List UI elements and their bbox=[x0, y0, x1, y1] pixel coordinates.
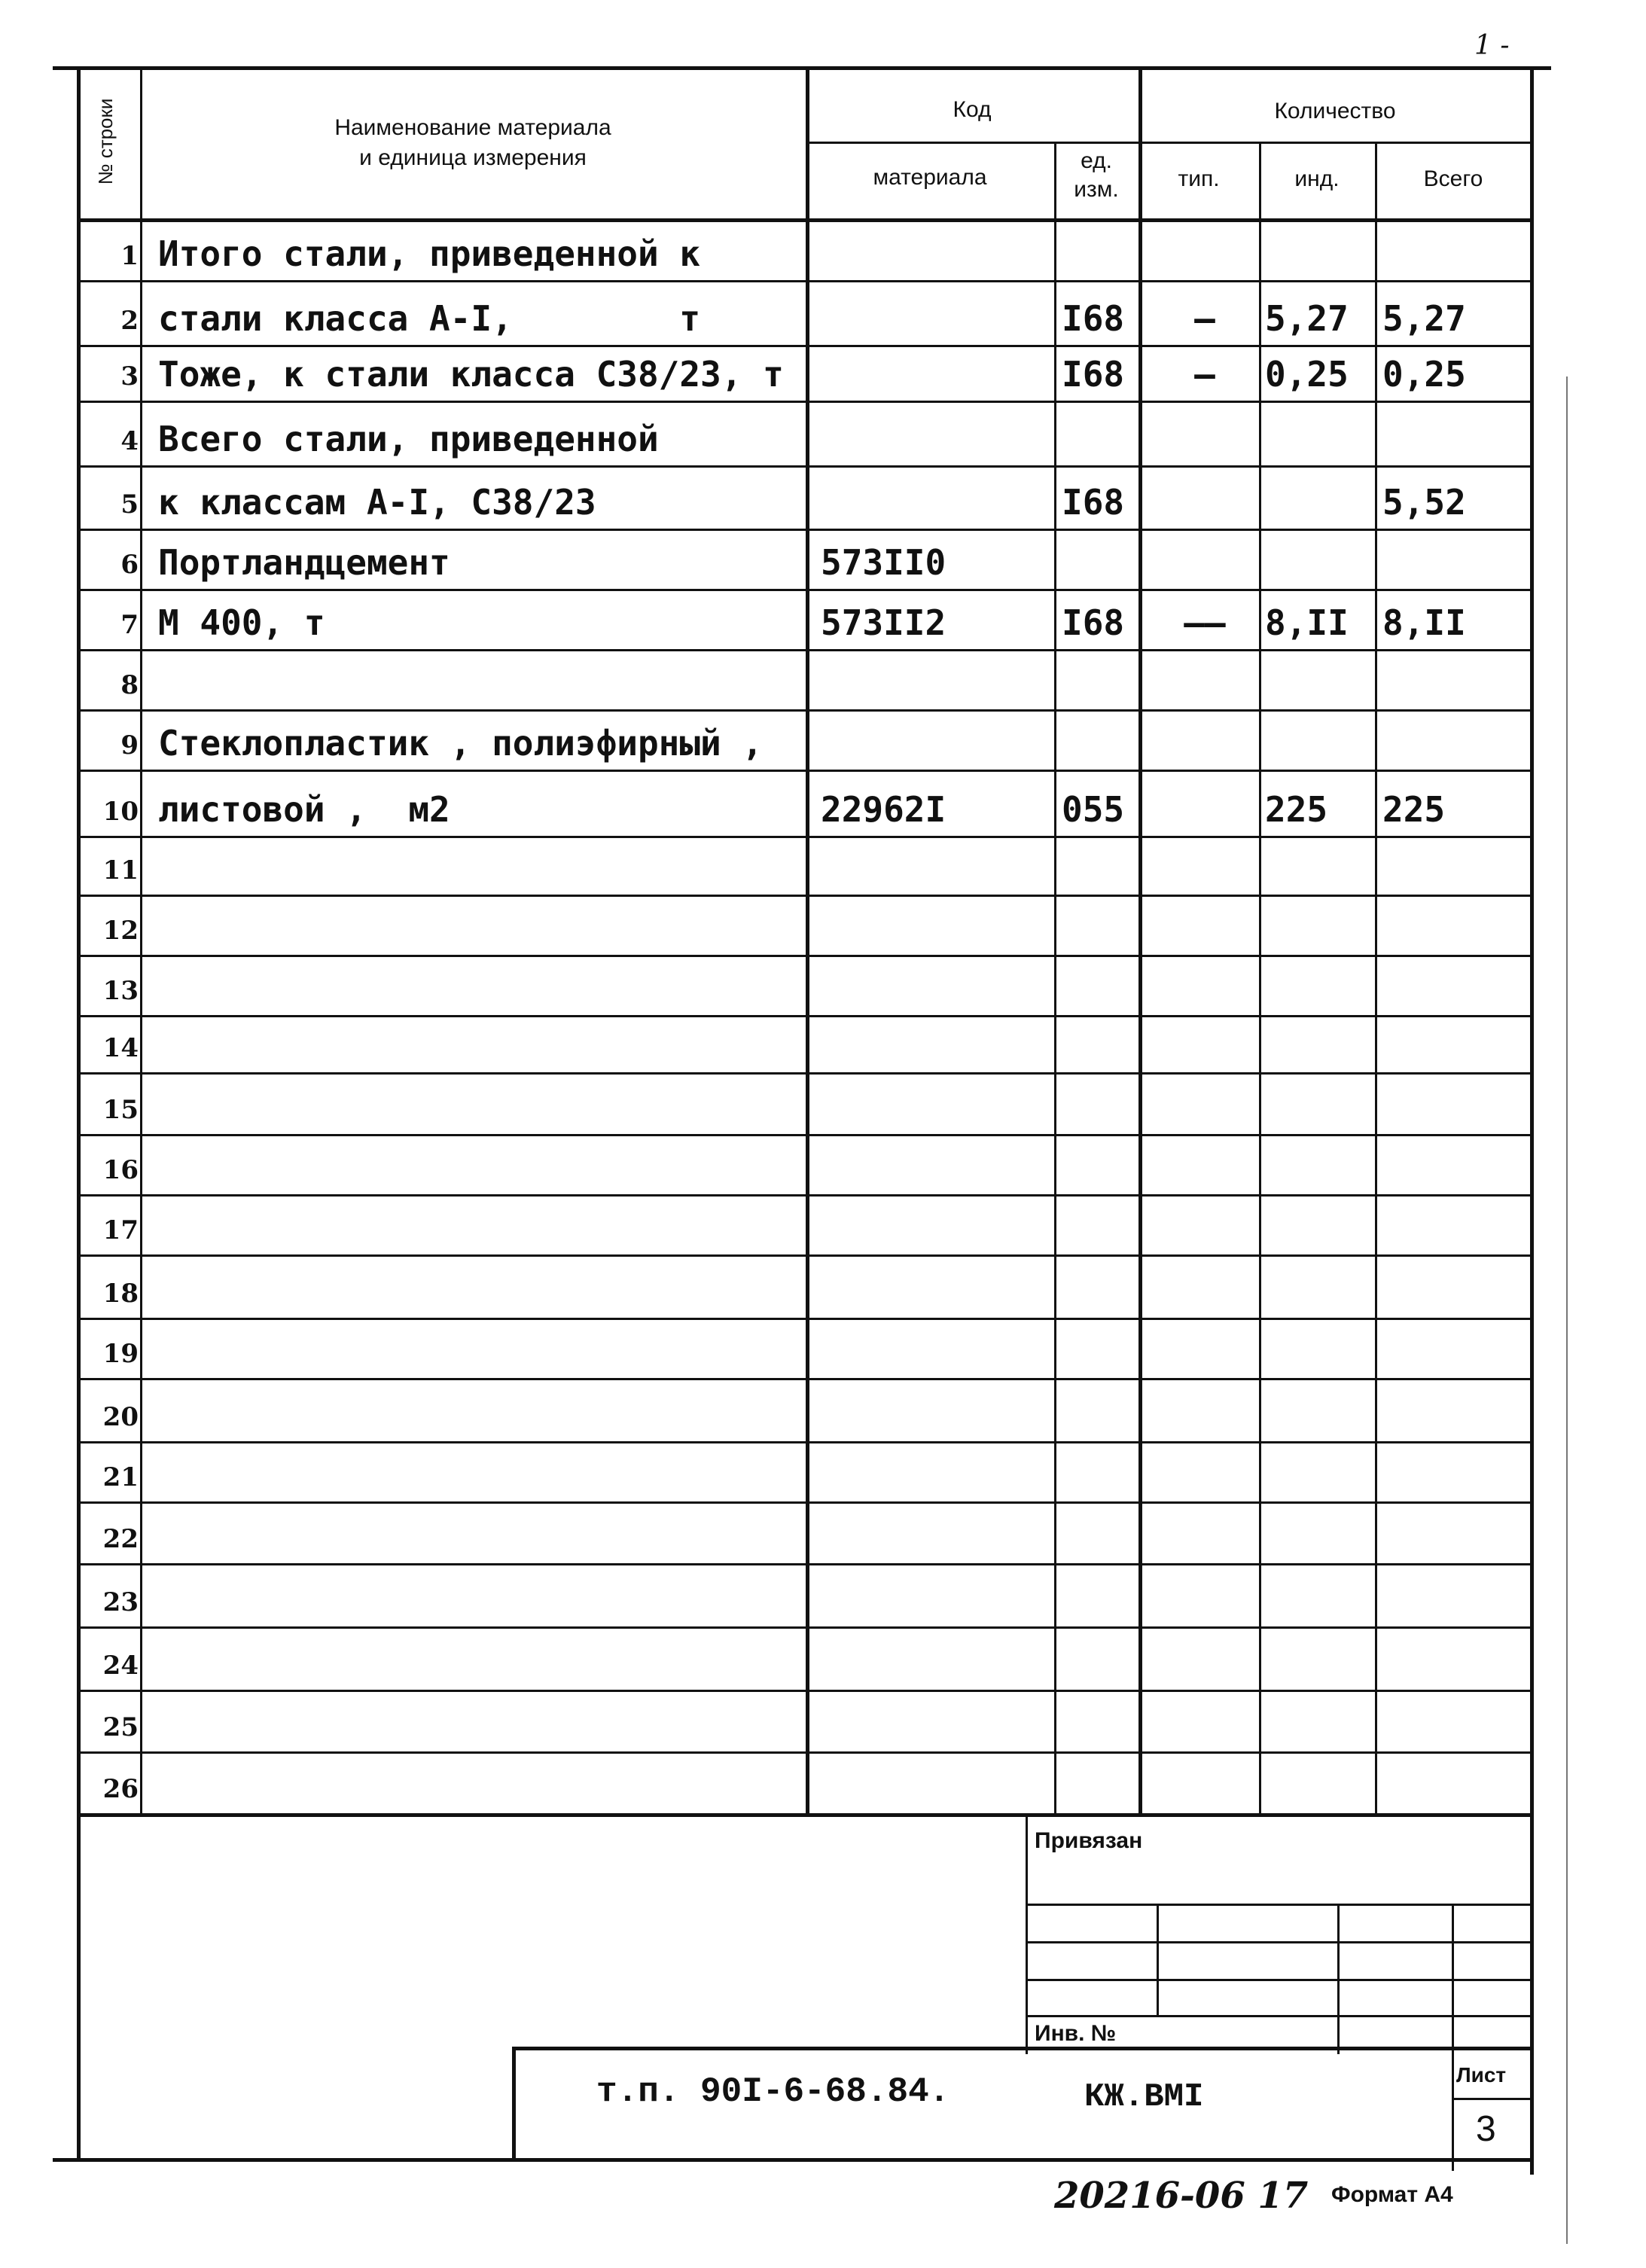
row-divider bbox=[77, 770, 1532, 772]
row-cell-ind: 8,II bbox=[1265, 602, 1349, 643]
inv-no-label: Инв. № bbox=[1035, 2021, 1117, 2046]
row-number: 14 bbox=[102, 1033, 139, 1063]
row-number: 23 bbox=[102, 1587, 139, 1617]
row-number: 9 bbox=[120, 730, 139, 761]
row-cell-mat: 22962I bbox=[821, 789, 946, 830]
row-cell-total: 225 bbox=[1382, 789, 1446, 830]
row-divider bbox=[77, 1015, 1532, 1017]
tp-number-text: т.п. 90I-6-68.84. bbox=[596, 2072, 950, 2111]
row-cell-ind: 5,27 bbox=[1265, 298, 1349, 339]
row-divider bbox=[77, 1378, 1532, 1380]
row-divider bbox=[77, 1563, 1532, 1565]
list-number: 3 bbox=[1476, 2109, 1496, 2149]
row-number: 21 bbox=[102, 1462, 139, 1492]
row-cell-mat: 573II0 bbox=[821, 542, 946, 583]
row-cell-name: Всего стали, приведенной bbox=[158, 419, 659, 459]
col-code-unit-header-line2: изм. bbox=[1074, 177, 1119, 202]
row-divider bbox=[77, 1751, 1532, 1754]
row-number: 2 bbox=[120, 306, 139, 336]
row-divider bbox=[77, 589, 1532, 591]
row-number: 20 bbox=[102, 1402, 139, 1432]
row-cell-mat: 573II2 bbox=[821, 602, 946, 643]
col-qty-ind-header: инд. bbox=[1294, 166, 1340, 191]
row-cell-name: М 400, т bbox=[158, 602, 325, 643]
row-cell-ind: 0,25 bbox=[1265, 354, 1349, 395]
row-number: 15 bbox=[102, 1095, 139, 1125]
privyazan-label: Привязан bbox=[1035, 1828, 1143, 1853]
row-number: 5 bbox=[120, 489, 139, 520]
row-divider bbox=[77, 401, 1532, 403]
corner-mark: 1 - bbox=[1474, 30, 1510, 61]
row-divider bbox=[77, 1626, 1532, 1629]
row-cell-typ: –– bbox=[1184, 602, 1226, 643]
handwritten-archive-number: 20216-06 17 bbox=[1054, 2175, 1309, 2217]
row-number: 24 bbox=[102, 1651, 139, 1681]
row-divider bbox=[77, 345, 1532, 347]
row-number: 10 bbox=[102, 797, 139, 827]
row-divider bbox=[77, 836, 1532, 838]
row-number: 1 bbox=[120, 241, 139, 271]
row-cell-name: стали класса А-I, т bbox=[158, 298, 701, 339]
col-qty-header: Количество bbox=[1274, 99, 1396, 123]
format-label: Формат А4 bbox=[1331, 2182, 1453, 2207]
row-cell-name: Стеклопластик , полиэфирный , bbox=[158, 723, 764, 764]
row-divider bbox=[77, 1441, 1532, 1443]
row-cell-typ: – bbox=[1194, 298, 1215, 339]
row-number: 4 bbox=[120, 426, 139, 456]
row-cell-total: 5,27 bbox=[1382, 298, 1466, 339]
row-cell-unit: I68 bbox=[1062, 298, 1125, 339]
row-divider bbox=[77, 709, 1532, 712]
row-number: 22 bbox=[102, 1524, 139, 1554]
row-cell-name: листовой , м2 bbox=[158, 789, 450, 830]
row-divider bbox=[77, 1318, 1532, 1320]
col-qty-typ-header: тип. bbox=[1178, 166, 1220, 191]
row-divider bbox=[77, 465, 1532, 468]
row-number: 17 bbox=[102, 1215, 139, 1245]
row-cell-unit: I68 bbox=[1062, 602, 1125, 643]
row-divider bbox=[77, 1134, 1532, 1136]
row-divider bbox=[77, 1501, 1532, 1504]
row-divider bbox=[77, 1072, 1532, 1075]
col-code-material-header: материала bbox=[873, 165, 987, 190]
list-label: Лист bbox=[1456, 2063, 1507, 2087]
col-name-header-line1: Наименование материала bbox=[334, 115, 611, 140]
row-number: 13 bbox=[102, 976, 139, 1006]
row-divider bbox=[77, 280, 1532, 282]
row-cell-unit: I68 bbox=[1062, 354, 1125, 395]
row-number: 26 bbox=[102, 1774, 139, 1804]
col-name-header-line2: и единица измерения bbox=[359, 145, 587, 170]
col-qty-total-header: Всего bbox=[1423, 166, 1483, 191]
row-number: 6 bbox=[120, 550, 139, 580]
row-divider bbox=[77, 955, 1532, 957]
row-cell-total: 8,II bbox=[1382, 602, 1466, 643]
row-number: 18 bbox=[102, 1279, 139, 1309]
row-divider bbox=[77, 1690, 1532, 1692]
row-cell-total: 5,52 bbox=[1382, 482, 1466, 523]
row-number: 16 bbox=[102, 1155, 139, 1185]
row-number: 3 bbox=[120, 361, 139, 392]
row-divider bbox=[77, 895, 1532, 897]
row-cell-name: Итого стали, приведенной к bbox=[158, 233, 701, 274]
row-cell-typ: – bbox=[1194, 354, 1215, 395]
row-number: 19 bbox=[102, 1339, 139, 1369]
row-cell-total: 0,25 bbox=[1382, 354, 1466, 395]
col-code-unit-header-line1: ед. bbox=[1081, 148, 1112, 173]
row-number: 12 bbox=[102, 916, 139, 946]
row-divider bbox=[77, 649, 1532, 651]
row-cell-ind: 225 bbox=[1265, 789, 1328, 830]
row-cell-name: к классам А-I, С38/23 bbox=[158, 482, 596, 523]
row-number: 7 bbox=[120, 610, 139, 640]
row-divider bbox=[77, 1254, 1532, 1257]
row-number: 25 bbox=[102, 1712, 139, 1742]
tp-number bbox=[596, 2072, 949, 2111]
row-cell-unit: I68 bbox=[1062, 482, 1125, 523]
col-rownum-header: № строки bbox=[94, 98, 117, 185]
row-number: 11 bbox=[102, 855, 139, 886]
row-cell-name: Тоже, к стали класса С38/23, т bbox=[158, 354, 784, 395]
col-code-header: Код bbox=[953, 97, 992, 122]
row-divider bbox=[77, 529, 1532, 531]
row-cell-unit: 055 bbox=[1062, 789, 1125, 830]
row-cell-name: Портландцемент bbox=[158, 542, 450, 583]
row-number: 8 bbox=[120, 670, 139, 700]
row-divider bbox=[77, 1194, 1532, 1196]
sheet-code: КЖ.ВМI bbox=[1084, 2078, 1204, 2116]
